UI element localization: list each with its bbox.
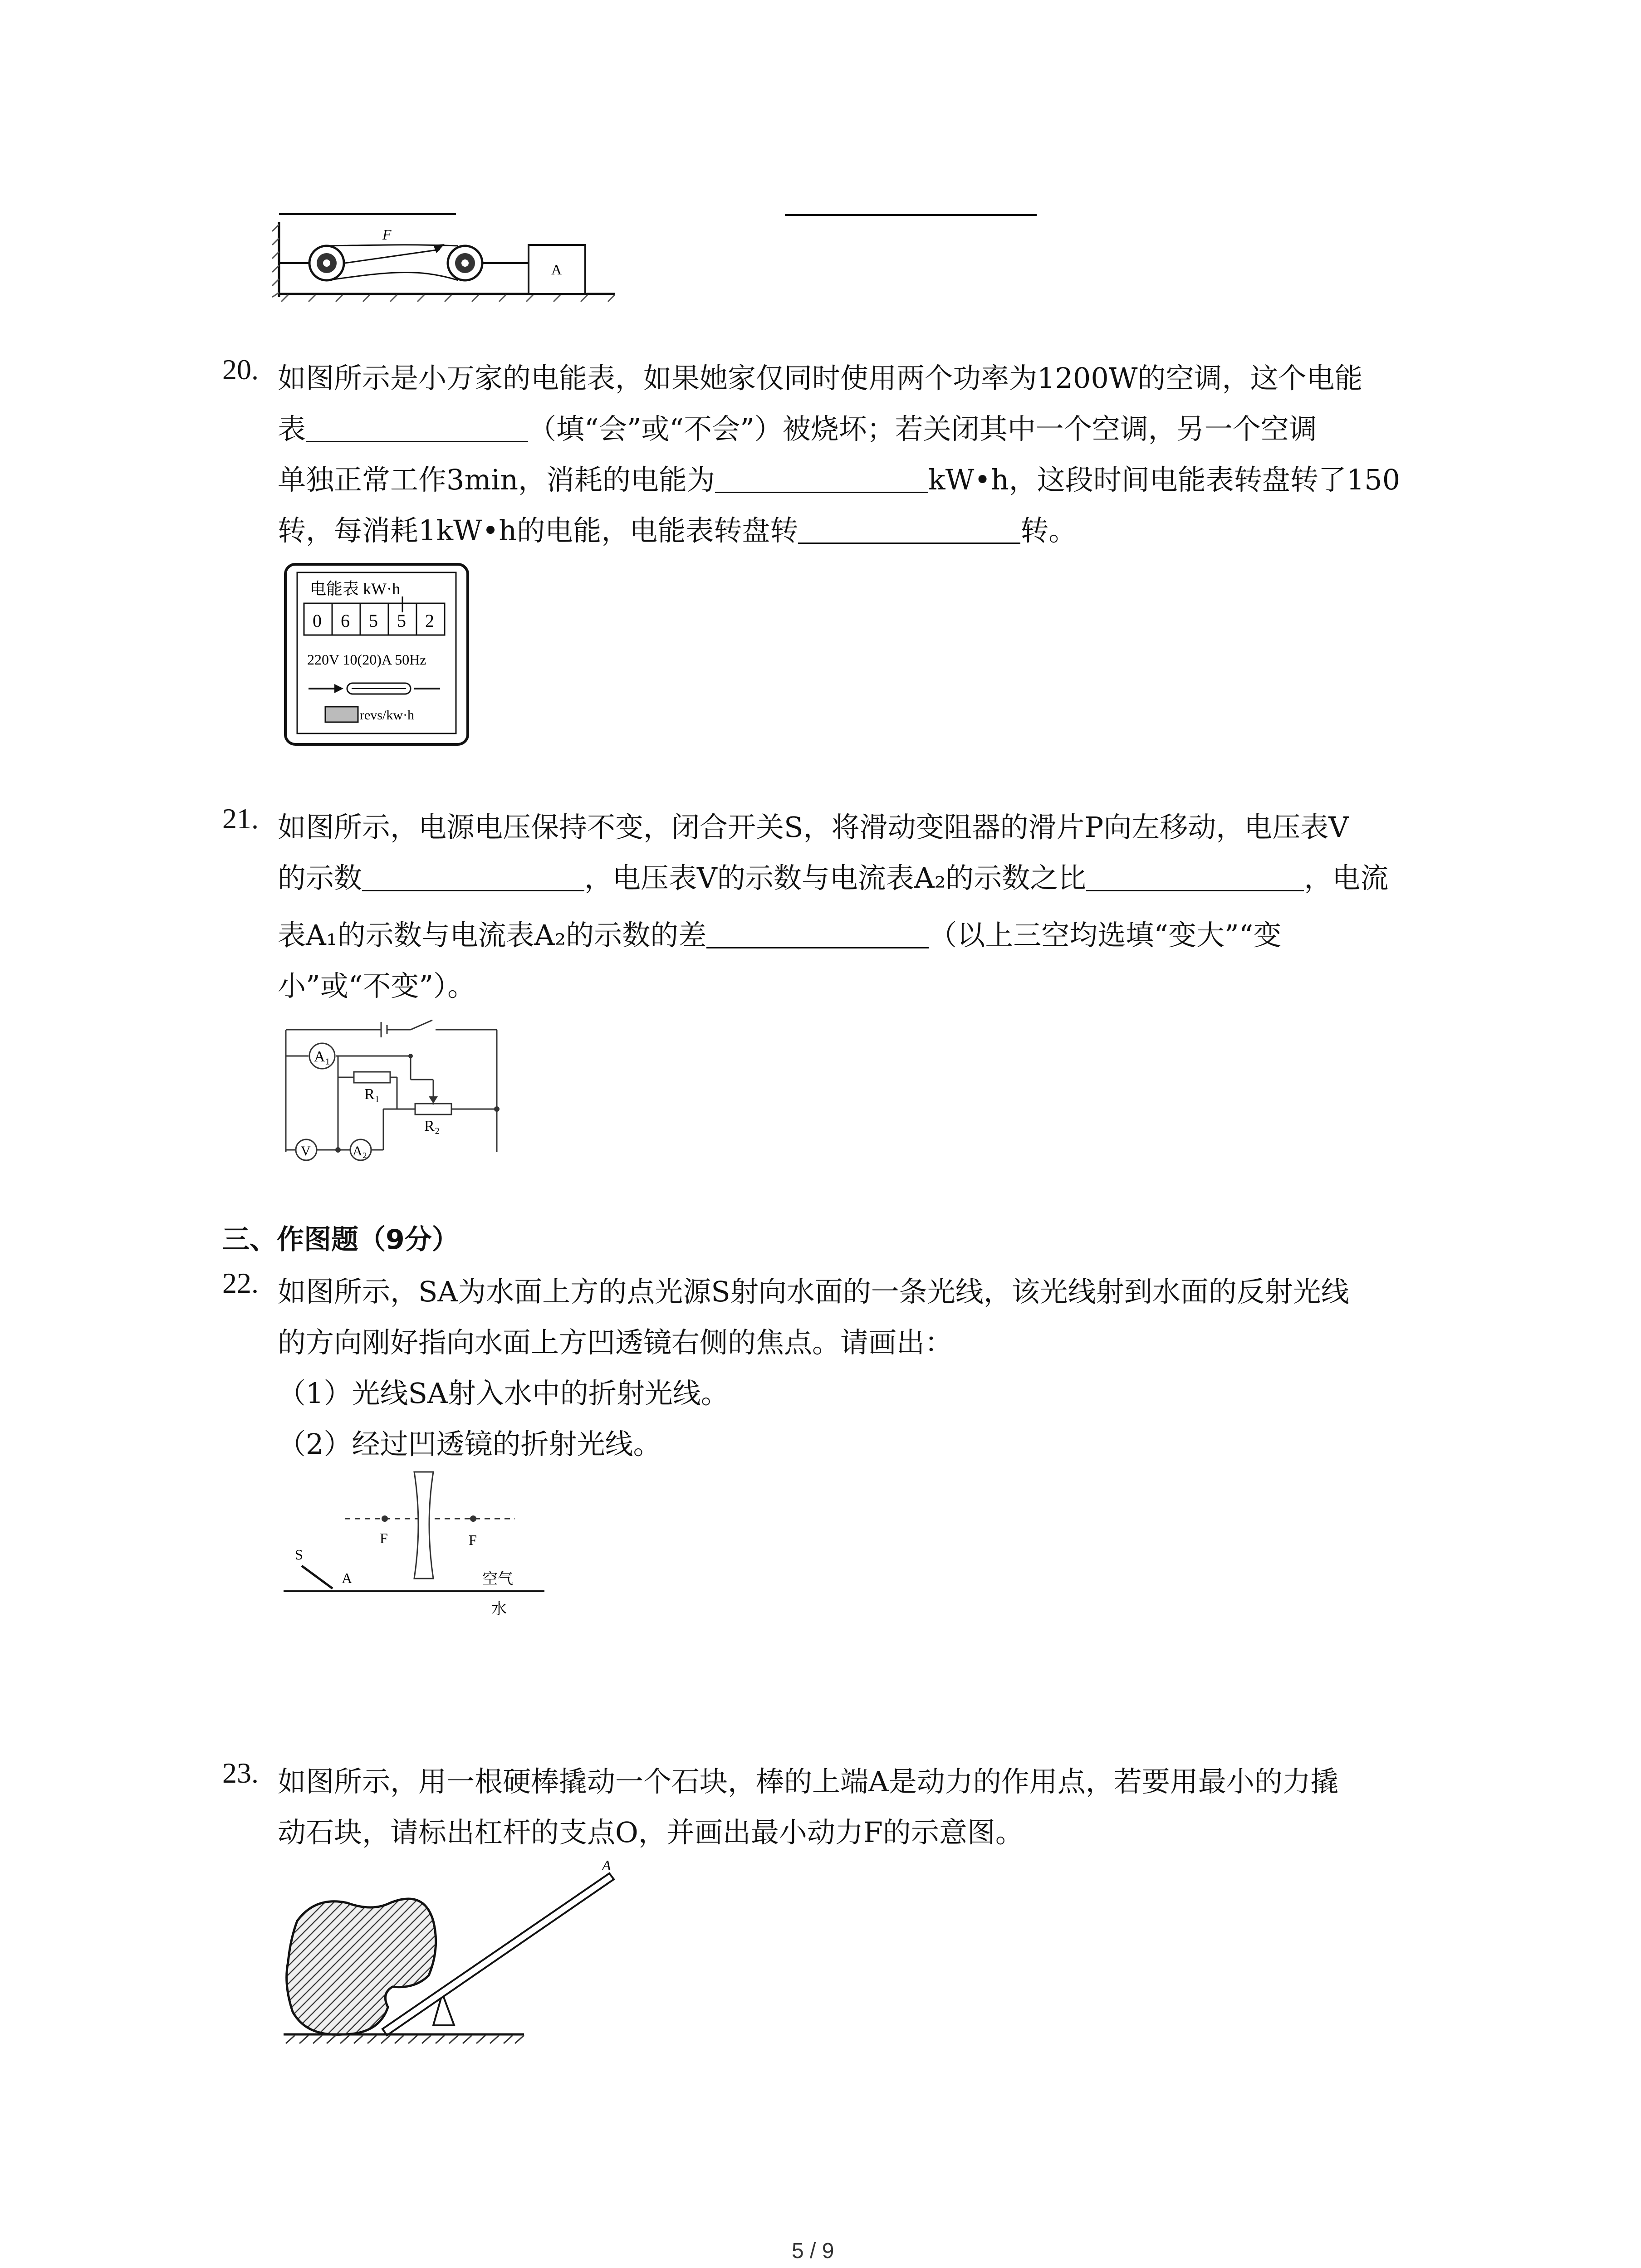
meter-digit-4: 5 xyxy=(397,611,406,631)
meter-digit-5: 2 xyxy=(425,611,434,631)
question-number-22: 22. xyxy=(222,1267,259,1299)
page-number: 5 / 9 xyxy=(792,2239,834,2263)
focus-right-label: F xyxy=(469,1532,477,1548)
lever-end-a-label: A xyxy=(602,1857,611,1873)
meter-digit-3: 5 xyxy=(369,611,378,631)
q23-line-1: 如图所示，用一根硬棒撬动一个石块，棒的上端A是动力的作用点，若要用最小的力撬 xyxy=(278,1765,1339,1798)
q21-line-3a: 表A₁的示数与电流表A₂的示数的差 xyxy=(278,919,707,952)
q22-line-1: 如图所示，SA为水面上方的点光源S射向水面的一条光线，该光线射到水面的反射光线 xyxy=(278,1275,1349,1308)
q22-line-3: （1）光线SA射入水中的折射光线。 xyxy=(278,1377,729,1410)
answer-blank-20-1[interactable] xyxy=(306,411,528,442)
meter-digit-2: 6 xyxy=(341,611,350,631)
circuit-figure xyxy=(279,1014,506,1163)
q21-line-1: 如图所示，电源电压保持不变，闭合开关S，将滑动变阻器的滑片P向左移动，电压表V xyxy=(278,811,1349,844)
resistor-r2-label: R₂ xyxy=(424,1118,440,1134)
source-s-label: S xyxy=(295,1546,303,1563)
meter-rating: 220V 10(20)A 50Hz xyxy=(307,651,426,668)
force-label: F xyxy=(382,226,392,243)
answer-blank-20-3[interactable] xyxy=(798,513,1020,544)
ammeter-a2-label: A₂ xyxy=(353,1144,367,1158)
lever-figure xyxy=(279,1857,624,2071)
question-number-21: 21. xyxy=(222,802,259,835)
ammeter-a1-label: A₁ xyxy=(314,1048,331,1065)
q21-line-2b: ，电压表V的示数与电流表A₂的示数之比 xyxy=(584,861,1087,894)
electric-meter-figure xyxy=(284,562,470,746)
answer-blank-21-1[interactable] xyxy=(362,860,584,891)
question-number-20: 20. xyxy=(222,353,259,386)
q22-line-4: （2）经过凹透镜的折射光线。 xyxy=(278,1427,661,1461)
q21-line-4: 小”或“不变”）。 xyxy=(278,969,476,1002)
answer-blank-top-left[interactable] xyxy=(279,213,456,215)
q20-line-4b: 转。 xyxy=(1020,514,1077,547)
water-label: 水 xyxy=(491,1601,507,1618)
q20-line-3a: 单独正常工作3min，消耗的电能为 xyxy=(278,463,715,496)
air-label: 空气 xyxy=(482,1571,513,1588)
answer-blank-21-3[interactable] xyxy=(706,917,929,948)
focus-left-label: F xyxy=(380,1530,388,1546)
section-3-title: 三、作图题（9分） xyxy=(222,1224,459,1256)
answer-blank-21-2[interactable] xyxy=(1086,860,1304,891)
voltmeter-v-label: V xyxy=(301,1144,311,1158)
q21-line-2 xyxy=(278,853,1388,904)
q23-line-2: 动石块，请标出杠杆的支点O，并画出最小动力F的示意图。 xyxy=(278,1816,1024,1849)
question-number-23: 23. xyxy=(222,1757,259,1789)
point-a-label: A xyxy=(342,1570,353,1586)
answer-blank-20-2[interactable] xyxy=(715,462,928,493)
q21-line-2a: 的示数 xyxy=(278,861,362,894)
meter-digit-1: 0 xyxy=(313,611,322,631)
pulley-figure xyxy=(272,218,617,304)
q20-line-3b: kW•h，这段时间电能表转盘转了150 xyxy=(928,463,1401,496)
q20-line-4a: 转，每消耗1kW•h的电能，电能表转盘转 xyxy=(278,514,798,547)
q20-line-3 xyxy=(278,455,1400,505)
q20-line-2a: 表 xyxy=(278,412,306,445)
q22-line-2: 的方向刚好指向水面上方凹透镜右侧的焦点。请画出： xyxy=(278,1326,953,1359)
q21-line-3 xyxy=(278,910,1281,961)
q21-line-2c: ，电流 xyxy=(1304,861,1389,894)
block-label: A xyxy=(551,261,562,278)
q20-line-1: 如图所示是小万家的电能表，如果她家仅同时使用两个功率为1200W的空调，这个电能 xyxy=(278,362,1363,395)
q20-line-4 xyxy=(278,505,1077,556)
q21-line-3b: （以上三空均选填“变大”“变 xyxy=(929,919,1282,952)
meter-revs: revs/kw·h xyxy=(360,708,414,723)
lens-figure xyxy=(279,1470,551,1633)
q20-line-2b: （填“会”或“不会”）被烧坏；若关闭其中一个空调，另一个空调 xyxy=(528,412,1317,445)
q20-line-2 xyxy=(278,404,1317,455)
resistor-r1-label: R₁ xyxy=(364,1086,380,1103)
meter-title: 电能表 kW·h xyxy=(310,580,400,598)
answer-blank-top-right[interactable] xyxy=(785,214,1037,216)
